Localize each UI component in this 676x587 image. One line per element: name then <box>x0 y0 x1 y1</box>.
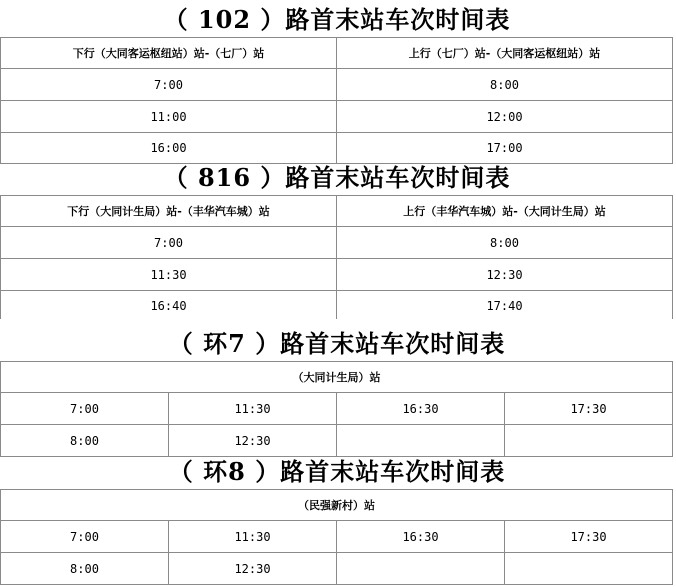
time-cell: 7:00 <box>1 521 169 553</box>
direction-header-up: 上行（七厂）站-（大同客运枢纽站）站 <box>337 38 673 69</box>
time-cell: 12:00 <box>337 101 673 133</box>
section-title: （ 环7 ）路首末站车次时间表 <box>168 329 506 358</box>
direction-header-down: 下行（大同客运枢纽站）站-（七厂）站 <box>1 38 337 69</box>
schedule-816 <box>0 161 674 322</box>
time-cell: 8:00 <box>1 553 169 585</box>
time-cell: 11:00 <box>1 101 337 133</box>
time-cell: 16:40 <box>1 291 337 322</box>
time-cell <box>337 553 505 585</box>
schedule-table <box>0 37 673 164</box>
schedule-loop-8 <box>0 455 674 585</box>
schedule-table <box>0 489 673 585</box>
schedule-table <box>0 195 673 322</box>
schedule-loop-7 <box>0 327 674 457</box>
time-cell: 8:00 <box>1 425 169 457</box>
station-header: （民强新村）站 <box>1 490 673 521</box>
time-cell: 12:30 <box>169 425 337 457</box>
time-cell: 12:30 <box>169 553 337 585</box>
section-title: （ 816 ）路首末站车次时间表 <box>163 163 511 192</box>
direction-header-down: 下行（大同计生局）站-（丰华汽车城）站 <box>1 196 337 227</box>
station-header: （大同计生局）站 <box>1 362 673 393</box>
section-title: （ 102 ）路首末站车次时间表 <box>163 5 511 34</box>
time-cell: 17:40 <box>337 291 673 322</box>
time-cell: 7:00 <box>1 393 169 425</box>
time-cell: 11:30 <box>1 259 337 291</box>
time-cell: 17:30 <box>505 521 673 553</box>
time-cell: 17:30 <box>505 393 673 425</box>
time-cell: 7:00 <box>1 227 337 259</box>
time-cell: 11:30 <box>169 393 337 425</box>
time-cell <box>505 425 673 457</box>
time-cell <box>337 425 505 457</box>
time-cell: 11:30 <box>169 521 337 553</box>
time-cell: 7:00 <box>1 69 337 101</box>
section-title: （ 环8 ）路首末站车次时间表 <box>168 457 506 486</box>
section-gap <box>0 319 676 324</box>
direction-header-up: 上行（丰华汽车城）站-（大同计生局）站 <box>337 196 673 227</box>
time-cell: 12:30 <box>337 259 673 291</box>
schedule-table <box>0 361 673 457</box>
time-cell: 16:30 <box>337 393 505 425</box>
schedule-102 <box>0 3 674 164</box>
time-cell: 17:00 <box>337 133 673 164</box>
time-cell <box>505 553 673 585</box>
time-cell: 8:00 <box>337 69 673 101</box>
time-cell: 8:00 <box>337 227 673 259</box>
time-cell: 16:00 <box>1 133 337 164</box>
time-cell: 16:30 <box>337 521 505 553</box>
